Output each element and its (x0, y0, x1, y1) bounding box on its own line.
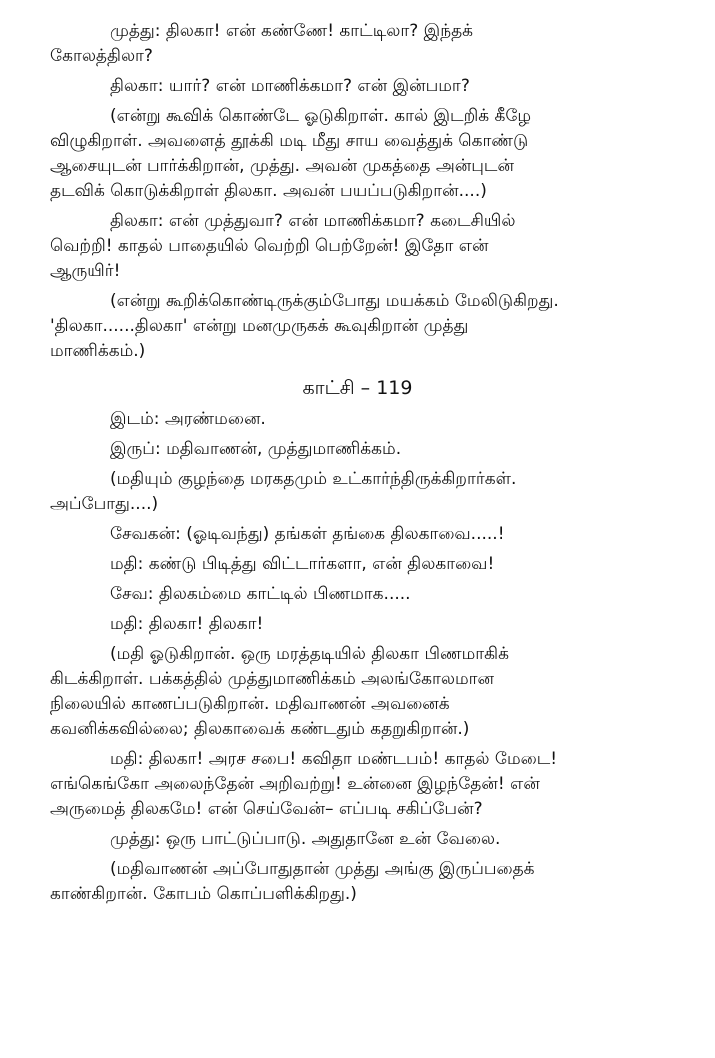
text-line: அப்போது....) (50, 494, 159, 514)
text-line: சேவ: திலகம்மை காட்டில் பிணமாக..... (110, 584, 411, 604)
text-line: விழுகிறாள். அவளைத் தூக்கி மடி மீது சாய வைத்துக் கொண்டு (50, 131, 529, 151)
text-line: திலகா: யார்? என் மாணிக்கமா? என் இன்பமா? (110, 76, 470, 96)
text-line: காண்கிறான். கோபம் கொப்பளிக்கிறது.) (50, 884, 357, 904)
text-line: சேவகன்: (ஓடிவந்து) தங்கள் தங்கை திலகாவை.....! (110, 524, 505, 544)
text-line: முத்து: திலகா! என் கண்ணே! காட்டிலா? இந்தக் (110, 21, 474, 41)
text-line: அருமைத் திலகமே! என் செய்வேன்– எப்படி சகிப்பேன்? (50, 799, 483, 819)
text-line: மதி: திலகா! திலகா! (110, 614, 264, 634)
text-line: மாணிக்கம்.) (50, 341, 146, 361)
text-line: (என்று கூறிக்கொண்டிருக்கும்போது மயக்கம் மேலிடுகிறது. (110, 291, 559, 311)
text-line: இருப்: மதிவாணன், முத்துமாணிக்கம். (110, 439, 402, 459)
text-line: எங்கெங்கோ அலைந்தேன் அறிவற்று! உன்னை இழந்தேன்! என் (50, 774, 540, 794)
text-line: (என்று கூவிக் கொண்டே ஓடுகிறாள். கால் இடறிக் கீழே (110, 106, 532, 126)
text-line: மதி: கண்டு பிடித்து விட்டார்களா, என் திலகாவை! (110, 554, 495, 574)
text-line: மதி: திலகா! அரச சபை! கவிதா மண்டபம்! காதல் மேடை! (110, 749, 558, 769)
text-line: கிடக்கிறாள். பக்கத்தில் முத்துமாணிக்கம் அலங்கோலமான (50, 669, 495, 689)
text-line: கவனிக்கவில்லை; திலகாவைக் கண்டதும் கதறுகிறான்.) (50, 719, 470, 739)
scene-heading: காட்சி – 119 (302, 377, 413, 399)
text-line: ஆசையுடன் பார்க்கிறான், முத்து. அவன் முகத்தை அன்புடன் (50, 156, 514, 176)
text-line: முத்து: ஒரு பாட்டுப்பாடு. அதுதானே உன் வேலை. (110, 829, 501, 849)
text-line: கோலத்திலா? (50, 46, 153, 66)
text-line: 'திலகா......திலகா' என்று மனமுருகக் கூவுகிறான் முத்து (50, 316, 469, 336)
text-line: வெற்றி! காதல் பாதையில் வெற்றி பெற்றேன்! இதோ என் (50, 236, 489, 256)
text-line: (மதிவாணன் அப்போதுதான் முத்து அங்கு இருப்பதைக் (110, 859, 535, 879)
text-line: திலகா: என் முத்துவா? என் மாணிக்கமா? கடைசியில் (110, 211, 516, 231)
text-line: (மதி ஓடுகிறான். ஒரு மரத்தடியில் திலகா பிணமாகிக் (110, 644, 509, 664)
text-line: (மதியும் குழந்தை மரகதமும் உட்கார்ந்திருக்கிறார்கள். (110, 469, 517, 489)
text-line: ஆருயிர்! (50, 261, 121, 281)
text-line: இடம்: அரண்மனை. (110, 409, 266, 429)
text-line: தடவிக் கொடுக்கிறாள் திலகா. அவன் பயப்படுகிறான்....) (50, 181, 487, 201)
text-line: நிலையில் காணப்படுகிறான். மதிவாணன் அவனைக் (50, 694, 450, 714)
